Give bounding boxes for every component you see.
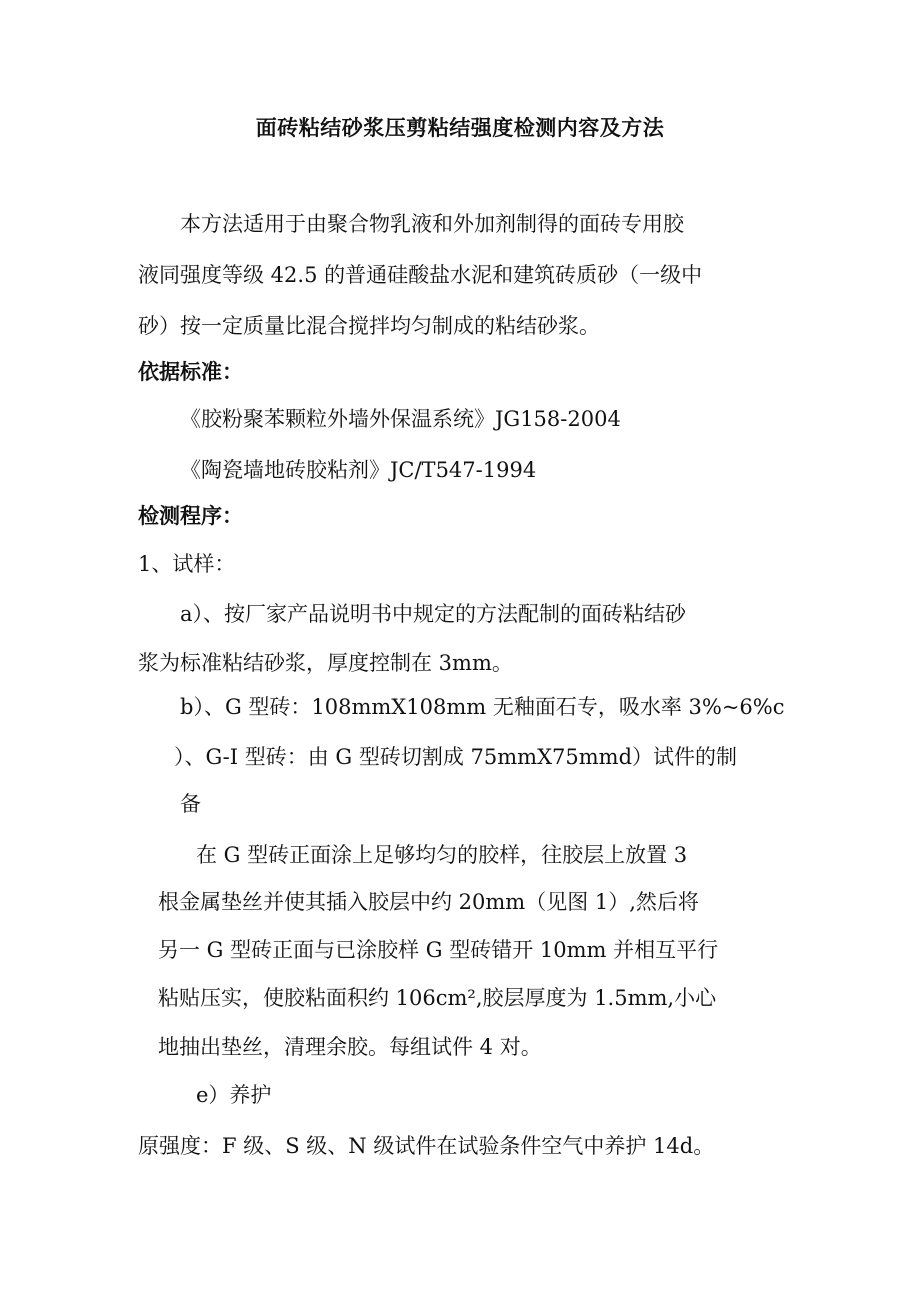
original-strength-line: 原强度：F 级、S 级、N 级试件在试验条件空气中养护 14d。: [138, 1134, 715, 1158]
item-d-line-1: 在 G 型砖正面涂上足够均匀的胶样，往胶层上放置 3: [196, 843, 688, 867]
intro-line-1: 本方法适用于由聚合物乳液和外加剂制得的面砖专用胶: [180, 212, 684, 236]
item-b-line-1: b）、G 型砖：108mmX108mm 无釉面石专，吸水率 3%~6%c: [180, 695, 785, 719]
item-d-line-2: 根金属垫丝并使其插入胶层中约 20mm（见图 1）,然后将: [158, 890, 699, 914]
item-d-line-3: 另一 G 型砖正面与已涂胶样 G 型砖错开 10mm 并相互平行: [158, 938, 719, 962]
item-a-line-2: 浆为标准粘结砂浆，厚度控制在 3mm。: [138, 651, 513, 675]
item-d-line-5: 地抽出垫丝，清理余胶。每组试件 4 对。: [158, 1035, 542, 1059]
item-b-line-3: 备: [180, 792, 201, 816]
document-title: 面砖粘结砂浆压剪粘结强度检测内容及方法: [255, 116, 665, 140]
standard-item-2: 《陶瓷墙地砖胶粘剂》JC/T547-1994: [180, 458, 537, 482]
item-d-line-4: 粘贴压实，使胶粘面积约 106cm²,胶层厚度为 1.5mm,小心: [158, 986, 717, 1010]
sample-heading: 1、试样：: [138, 552, 236, 576]
procedure-heading: 检测程序：: [138, 504, 243, 528]
standard-item-1: 《胶粉聚苯颗粒外墙外保温系统》JG158-2004: [180, 407, 621, 431]
basis-heading: 依据标准：: [138, 360, 243, 384]
item-b-line-2: ）、G-I 型砖：由 G 型砖切割成 75mmX75mmd）试件的制: [174, 745, 738, 769]
intro-line-2: 液同强度等级 42.5 的普通硅酸盐水泥和建筑砖质砂（一级中: [138, 263, 703, 287]
item-e-heading: e）养护: [196, 1083, 272, 1107]
item-a-line-1: a）、按厂家产品说明书中规定的方法配制的面砖粘结砂: [180, 602, 687, 626]
intro-line-3: 砂）按一定质量比混合搅拌均匀制成的粘结砂浆。: [138, 314, 600, 338]
